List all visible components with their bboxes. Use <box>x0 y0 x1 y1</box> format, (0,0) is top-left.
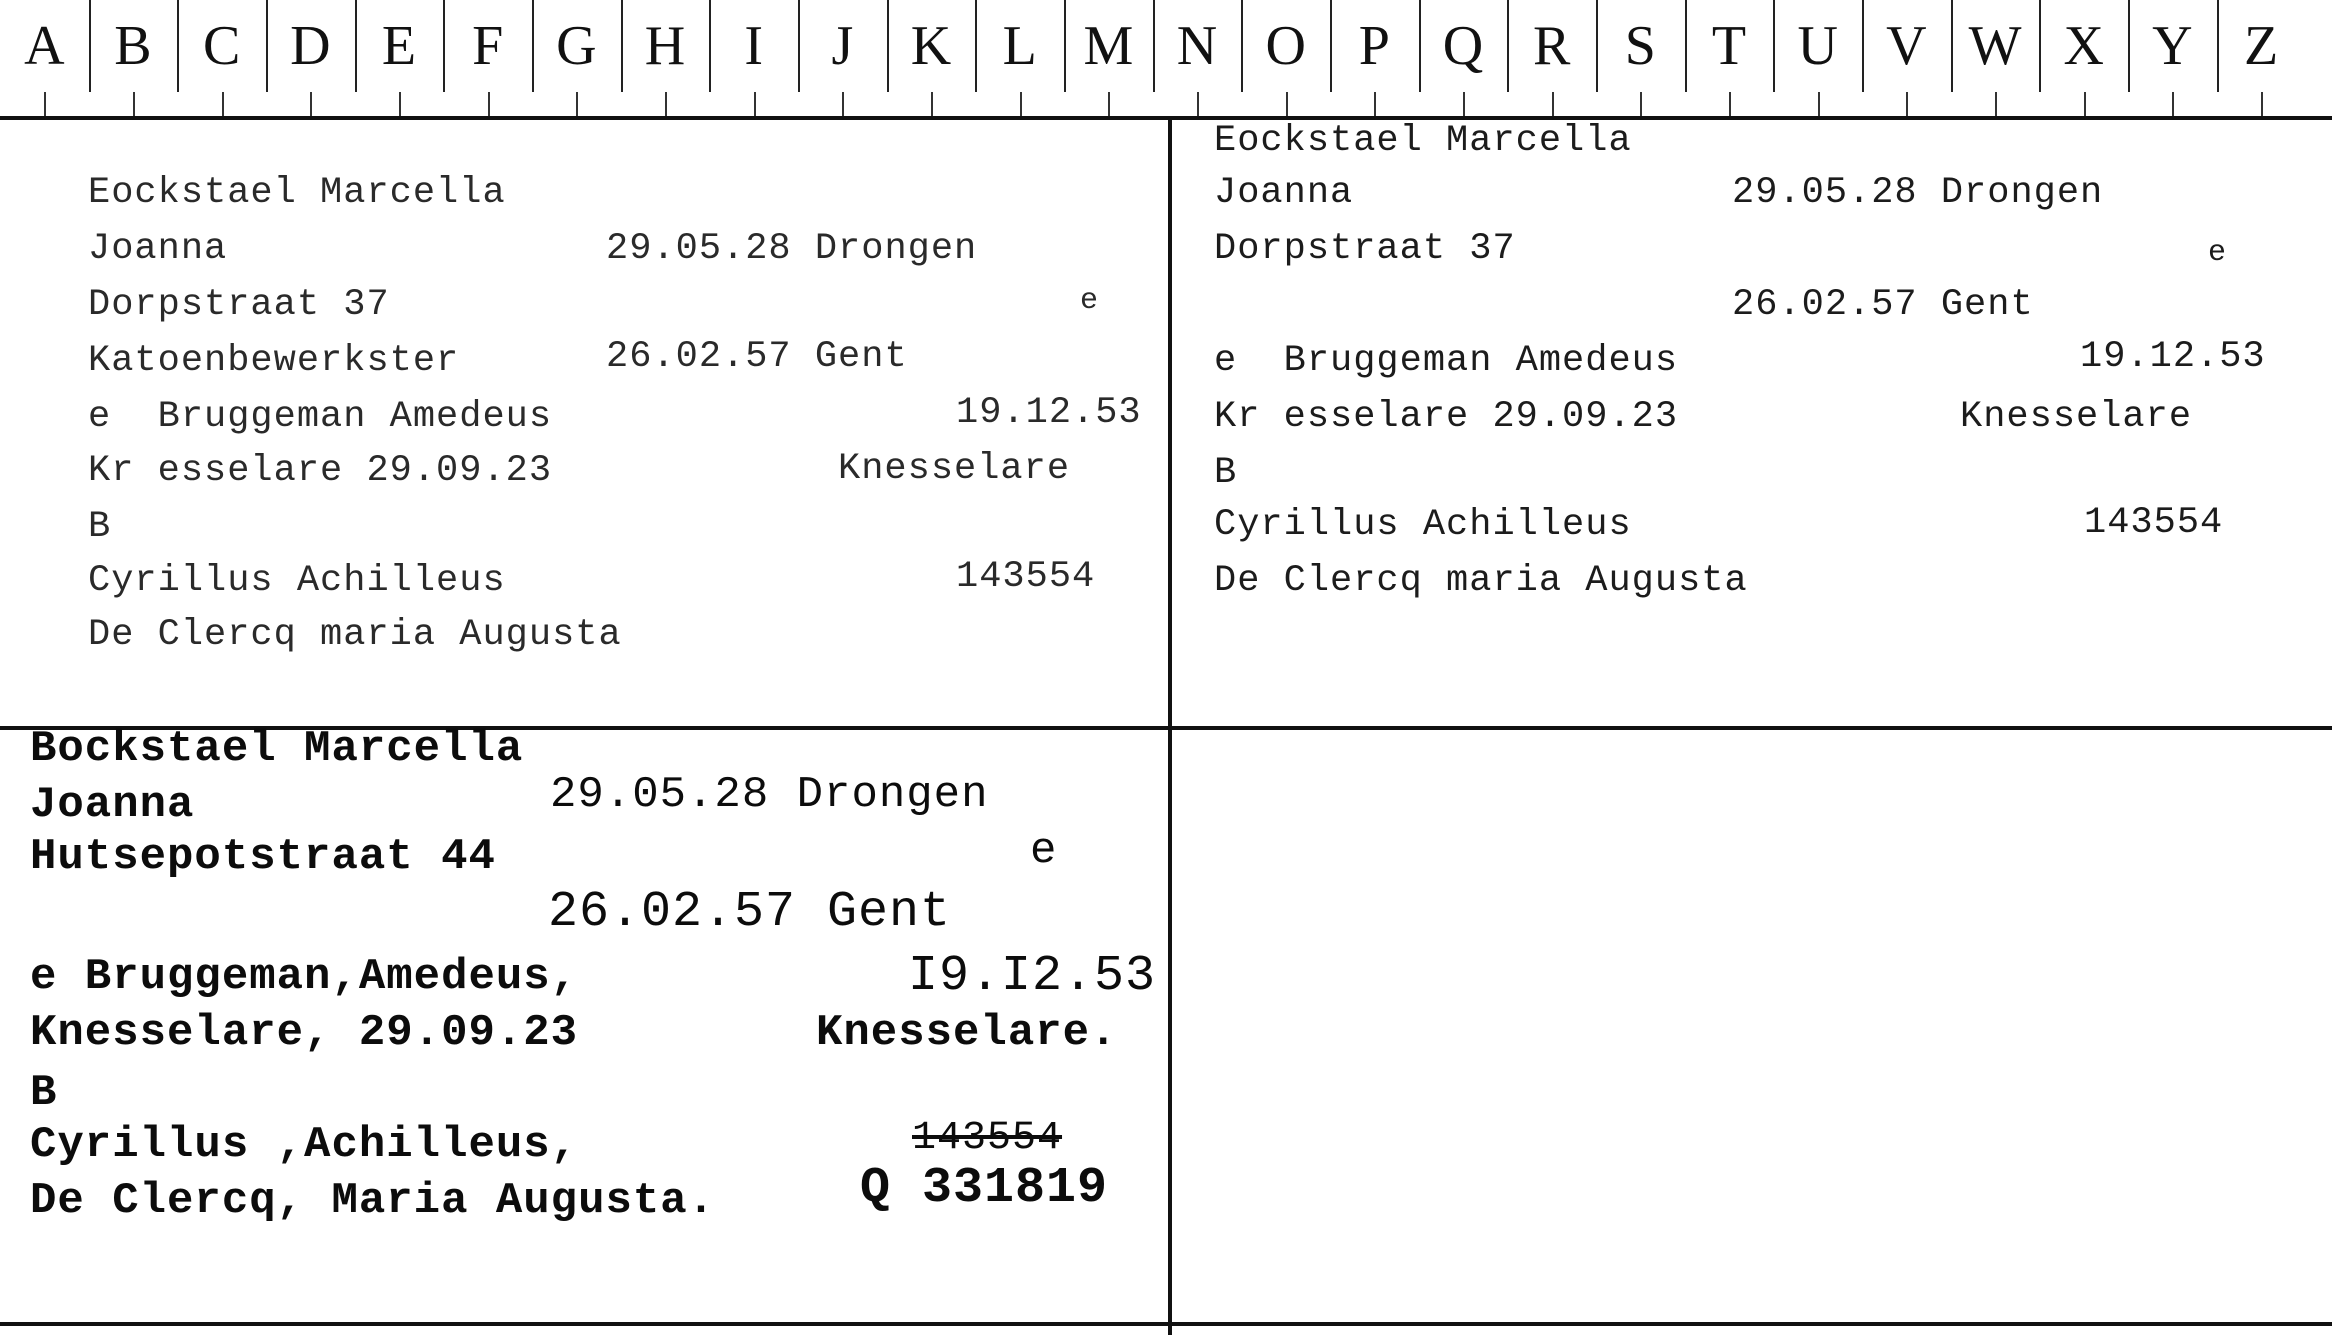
card-spouse: e Bruggeman Amedeus <box>88 396 553 438</box>
alphabet-tick <box>2084 92 2086 116</box>
alphabet-letter-text: L <box>1002 15 1037 77</box>
alphabet-separator <box>355 0 357 92</box>
card-number: 143554 <box>2084 502 2224 544</box>
alphabet-letter-text: F <box>472 15 504 77</box>
alphabet-letter-text: N <box>1176 15 1218 77</box>
card-b-marker: B <box>1214 452 1238 494</box>
alphabet-letter-text: U <box>1797 15 1838 77</box>
alphabet-tick <box>1818 92 1820 116</box>
alphabet-separator <box>621 0 623 92</box>
card-marker: e <box>1080 284 1100 318</box>
card-number-struck: 143554 <box>912 1116 1063 1161</box>
alphabet-separator <box>532 0 534 92</box>
card-b-marker: B <box>30 1068 58 1118</box>
alphabet-separator <box>2217 0 2219 92</box>
card-address: Dorpstraat 37 <box>1214 228 1516 270</box>
alphabet-tick <box>1108 92 1110 116</box>
card-spouse-place: Knesselare <box>1960 396 2193 438</box>
alphabet-separator <box>887 0 889 92</box>
card-marriage-date: 19.12.53 <box>2080 336 2266 378</box>
card-number: Q 331819 <box>860 1160 1109 1217</box>
alphabet-separator <box>177 0 179 92</box>
card-father: Cyrillus Achilleus <box>1214 504 1632 546</box>
card-birth: 29.05.28 Drongen <box>550 770 989 820</box>
card-name: Eockstael Marcella <box>88 172 506 214</box>
alphabet-tick <box>1640 92 1642 116</box>
card-given-name: Joanna <box>30 780 195 830</box>
alphabet-separator <box>1507 0 1509 92</box>
alphabet-separator <box>1773 0 1775 92</box>
card-name: Bockstael Marcella <box>30 724 524 774</box>
card-marker: e <box>2208 236 2228 270</box>
alphabet-tick <box>1729 92 1731 116</box>
card-birth: 29.05.28 Drongen <box>1732 172 2104 214</box>
alphabet-index-bar <box>0 0 2332 120</box>
alphabet-tick <box>310 92 312 116</box>
alphabet-separator <box>1951 0 1953 92</box>
card-address: Hutsepotstraat 44 <box>30 832 496 882</box>
alphabet-letter-text: D <box>290 15 331 77</box>
alphabet-separator <box>266 0 268 92</box>
alphabet-letter-text: A <box>24 15 65 77</box>
alphabet-letter-text: B <box>114 15 152 77</box>
alphabet-separator <box>709 0 711 92</box>
alphabet-separator <box>975 0 977 92</box>
card-name: Eockstael Marcella <box>1214 120 1632 162</box>
alphabet-letter-text: C <box>202 15 241 77</box>
card-date2: 26.02.57 Gent <box>1732 284 2034 326</box>
card-spouse: e Bruggeman Amedeus <box>1214 340 1679 382</box>
alphabet-tick <box>488 92 490 116</box>
alphabet-letter-text: K <box>910 15 952 77</box>
alphabet-tick <box>576 92 578 116</box>
card-spouse-place: Knesselare. <box>816 1008 1118 1058</box>
alphabet-tick <box>2261 92 2263 116</box>
alphabet-separator <box>1685 0 1687 92</box>
card-given-name: Joanna <box>88 228 228 270</box>
alphabet-tick <box>2172 92 2174 116</box>
card-date2: 26.02.57 Gent <box>548 884 952 941</box>
alphabet-separator <box>1330 0 1332 92</box>
alphabet-tick <box>1552 92 1554 116</box>
bottom-divider <box>0 1322 2332 1326</box>
alphabet-tick <box>1995 92 1997 116</box>
alphabet-separator <box>1862 0 1864 92</box>
card-father: Cyrillus Achilleus <box>88 560 506 602</box>
alphabet-tick <box>931 92 933 116</box>
alphabet-letter-text: E <box>381 15 417 77</box>
alphabet-letter-text: O <box>1265 15 1306 77</box>
alphabet-letter-text: G <box>556 15 597 77</box>
alphabet-letter-text: Z <box>2243 15 2279 77</box>
card-marker: e <box>1030 826 1058 876</box>
card-mother: De Clercq maria Augusta <box>1214 560 1748 602</box>
alphabet-letter-text: H <box>644 15 686 77</box>
alphabet-tick <box>44 92 46 116</box>
card-occupation: Katoenbewerkster <box>88 340 460 382</box>
alphabet-letter-text: S <box>1624 15 1656 77</box>
alphabet-tick <box>1463 92 1465 116</box>
alphabet-letter-text: P <box>1358 15 1390 77</box>
alphabet-letter-text: X <box>2063 15 2104 77</box>
alphabet-tick <box>1286 92 1288 116</box>
alphabet-tick <box>133 92 135 116</box>
alphabet-letter-text: I <box>744 15 763 77</box>
card-spouse: e Bruggeman,Amedeus, <box>30 952 579 1002</box>
card-address: Dorpstraat 37 <box>88 284 390 326</box>
card-spouse-birth: Knesselare, 29.09.23 <box>30 1008 579 1058</box>
alphabet-separator <box>1064 0 1066 92</box>
alphabet-tick <box>399 92 401 116</box>
card-given-name: Joanna <box>1214 172 1354 214</box>
card-spouse-birth: Kr esselare 29.09.23 <box>88 450 553 492</box>
alphabet-tick <box>754 92 756 116</box>
alphabet-separator <box>2128 0 2130 92</box>
alphabet-letter-text: T <box>1711 15 1747 77</box>
card-mother: De Clercq maria Augusta <box>88 614 622 656</box>
card-father: Cyrillus ,Achilleus, <box>30 1120 579 1170</box>
card-b-marker: B <box>88 506 112 548</box>
alphabet-separator <box>89 0 91 92</box>
card-marriage-date: I9.I2.53 <box>908 948 1157 1005</box>
alphabet-letter-text: Q <box>1442 15 1484 77</box>
alphabet-separator <box>1153 0 1155 92</box>
alphabet-letter-text: V <box>1886 15 1927 77</box>
card-mother: De Clercq, Maria Augusta. <box>30 1176 716 1226</box>
alphabet-separator <box>443 0 445 92</box>
alphabet-separator <box>1596 0 1598 92</box>
card-birth: 29.05.28 Drongen <box>606 228 978 270</box>
alphabet-letter-text: M <box>1083 15 1134 77</box>
alphabet-tick <box>665 92 667 116</box>
alphabet-tick <box>222 92 224 116</box>
alphabet-tick <box>1020 92 1022 116</box>
card-number: 143554 <box>956 556 1096 598</box>
alphabet-separator <box>798 0 800 92</box>
alphabet-tick <box>842 92 844 116</box>
card-spouse-birth: Kr esselare 29.09.23 <box>1214 396 1679 438</box>
alphabet-letter-text: W <box>1968 15 2022 77</box>
card-date2: 26.02.57 Gent <box>606 336 908 378</box>
alphabet-separator <box>1241 0 1243 92</box>
card-marriage-date: 19.12.53 <box>956 392 1142 434</box>
alphabet-tick <box>1906 92 1908 116</box>
alphabet-tick <box>1374 92 1376 116</box>
alphabet-letter-text: J <box>831 15 854 77</box>
alphabet-separator <box>1419 0 1421 92</box>
card-spouse-place: Knesselare <box>838 448 1071 490</box>
alphabet-tick <box>1197 92 1199 116</box>
alphabet-separator <box>2039 0 2041 92</box>
alphabet-letter-text: Y <box>2152 15 2193 77</box>
alphabet-letter-text: R <box>1533 15 1571 77</box>
